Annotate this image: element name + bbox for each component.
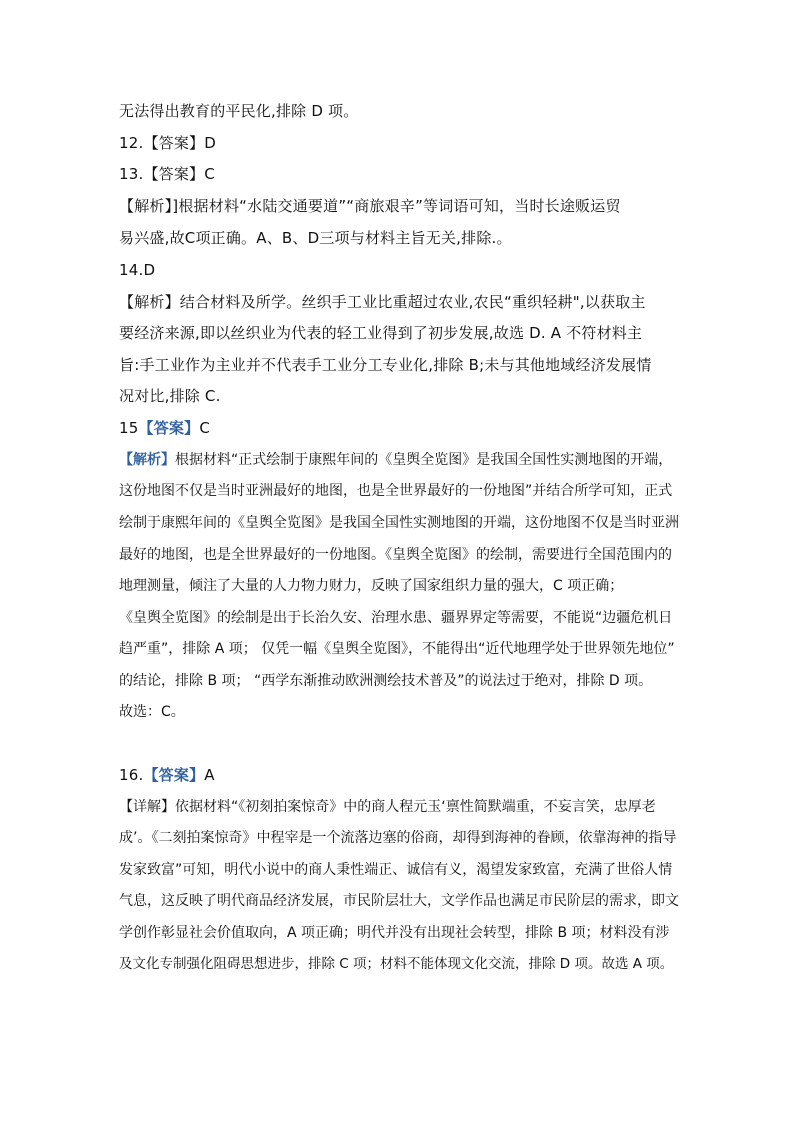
- text-line-1: 无法得出教育的平民化,排除 D 项。: [119, 102, 359, 120]
- answer-value: A: [204, 766, 215, 784]
- answer-label: 【答案】: [138, 419, 200, 437]
- analysis-14-line-3: 旨:手工业作为主业并不代表手工业分工专业化,排除 B;未与其他地域经济发展情: [119, 356, 652, 374]
- detail-16-line-2: 成’。《二刻拍案惊奇》中程宰是一个流落边塞的俗商，却得到海神的眷顾，依靠海神的指导: [119, 830, 677, 846]
- answer-label: 【答案】: [143, 766, 205, 784]
- detail-16-line-1: 【详解】依据材料“《初刻拍案惊奇》中的商人程元玉‘禀性简默端重，不妄言笑，忠厚老: [119, 799, 656, 815]
- detail-16-line-4: 气息，这反映了明代商品经济发展，市民阶层壮大，文学作品也满足市民阶层的需求，即文: [119, 893, 679, 909]
- analysis-14-line-2: 要经济来源,即以丝织业为代表的轻工业得到了初步发展,故选 D. A 不符材料主: [119, 324, 643, 342]
- detail-16-line-6: 及文化专制强化阻碍思想进步，排除 C 项；材料不能体现文化交流，排除 D 项。故选 A 项。: [119, 956, 674, 972]
- analysis-15-line-4: 最好的地图，也是全世界最好的一份地图。《皇舆全览图》的绘制，需要进行全国范围内的: [119, 547, 672, 563]
- answer-value: C: [199, 419, 210, 437]
- detail-16-line-5: 学创作彰显社会价值取向，A 项正确；明代并没有出现社会转型，排除 B 项；材料没有涉: [119, 925, 670, 941]
- analysis-15-line-6: 《皇舆全览图》的绘制是出于长治久安、治理水患、疆界界定等需要，不能说“边疆危机日: [119, 610, 673, 626]
- analysis-13-line-2: 易兴盛,故C项正确。A、B、D三项与材料主旨无关,排除.。: [119, 229, 512, 247]
- analysis-15-line-2: 这份地图不仅是当时亚洲最好的地图，也是全世界最好的一份地图”并结合所学可知，正式: [119, 483, 673, 499]
- analysis-14-line-4: 况对比,排除 C.: [119, 387, 221, 405]
- answer-12: 12.【答案】D: [119, 134, 217, 152]
- analysis-label: 【解析】: [119, 452, 175, 468]
- analysis-13-line-1: 【解析】]根据材料“水陆交通要道”“商旅艰辛”等词语可知，当时长途贩运贸: [119, 197, 621, 215]
- analysis-text: 根据材料“正式绘制于康熙年间的《皇舆全览图》是我国全国性实测地图的开端，: [175, 452, 673, 468]
- question-number: 16.: [119, 766, 144, 784]
- analysis-15-line-7: 趋严重”，排除 A 项； 仅凭一幅《皇舆全览图》，不能得出“近代地理学处于世界领先地位”: [119, 641, 675, 657]
- question-number: 15: [119, 419, 139, 437]
- answer-16: [119, 765, 679, 785]
- answer-13: 13.【答案】C: [119, 165, 215, 183]
- conclusion-15: 故选：C。: [119, 704, 185, 720]
- answer-14: 14.D: [119, 261, 156, 279]
- analysis-15-line-3: 绘制于康熙年间的《皇舆全览图》是我国全国性实测地图的开端，这份地图不仅是当时亚洲: [119, 515, 679, 531]
- detail-16-line-3: 发家致富”可知，明代小说中的商人秉性端正、诚信有义，渴望发家致富，充满了世俗人情: [119, 862, 673, 878]
- analysis-15-line-8: 的结论，排除 B 项； “西学东渐推动欧洲测绘技术普及”的说法过于绝对，排除 D 项。: [119, 673, 653, 689]
- analysis-15-line-1: [119, 450, 679, 470]
- answer-15: [119, 418, 679, 438]
- analysis-14-line-1: 【解析】结合材料及所学。丝织手工业比重超过农业,农民“重织轻耕",以获取主: [119, 293, 646, 311]
- analysis-15-line-5: 地理测量，倾注了大量的人力物力财力，反映了国家组织力量的强大，C 项正确；: [119, 578, 624, 594]
